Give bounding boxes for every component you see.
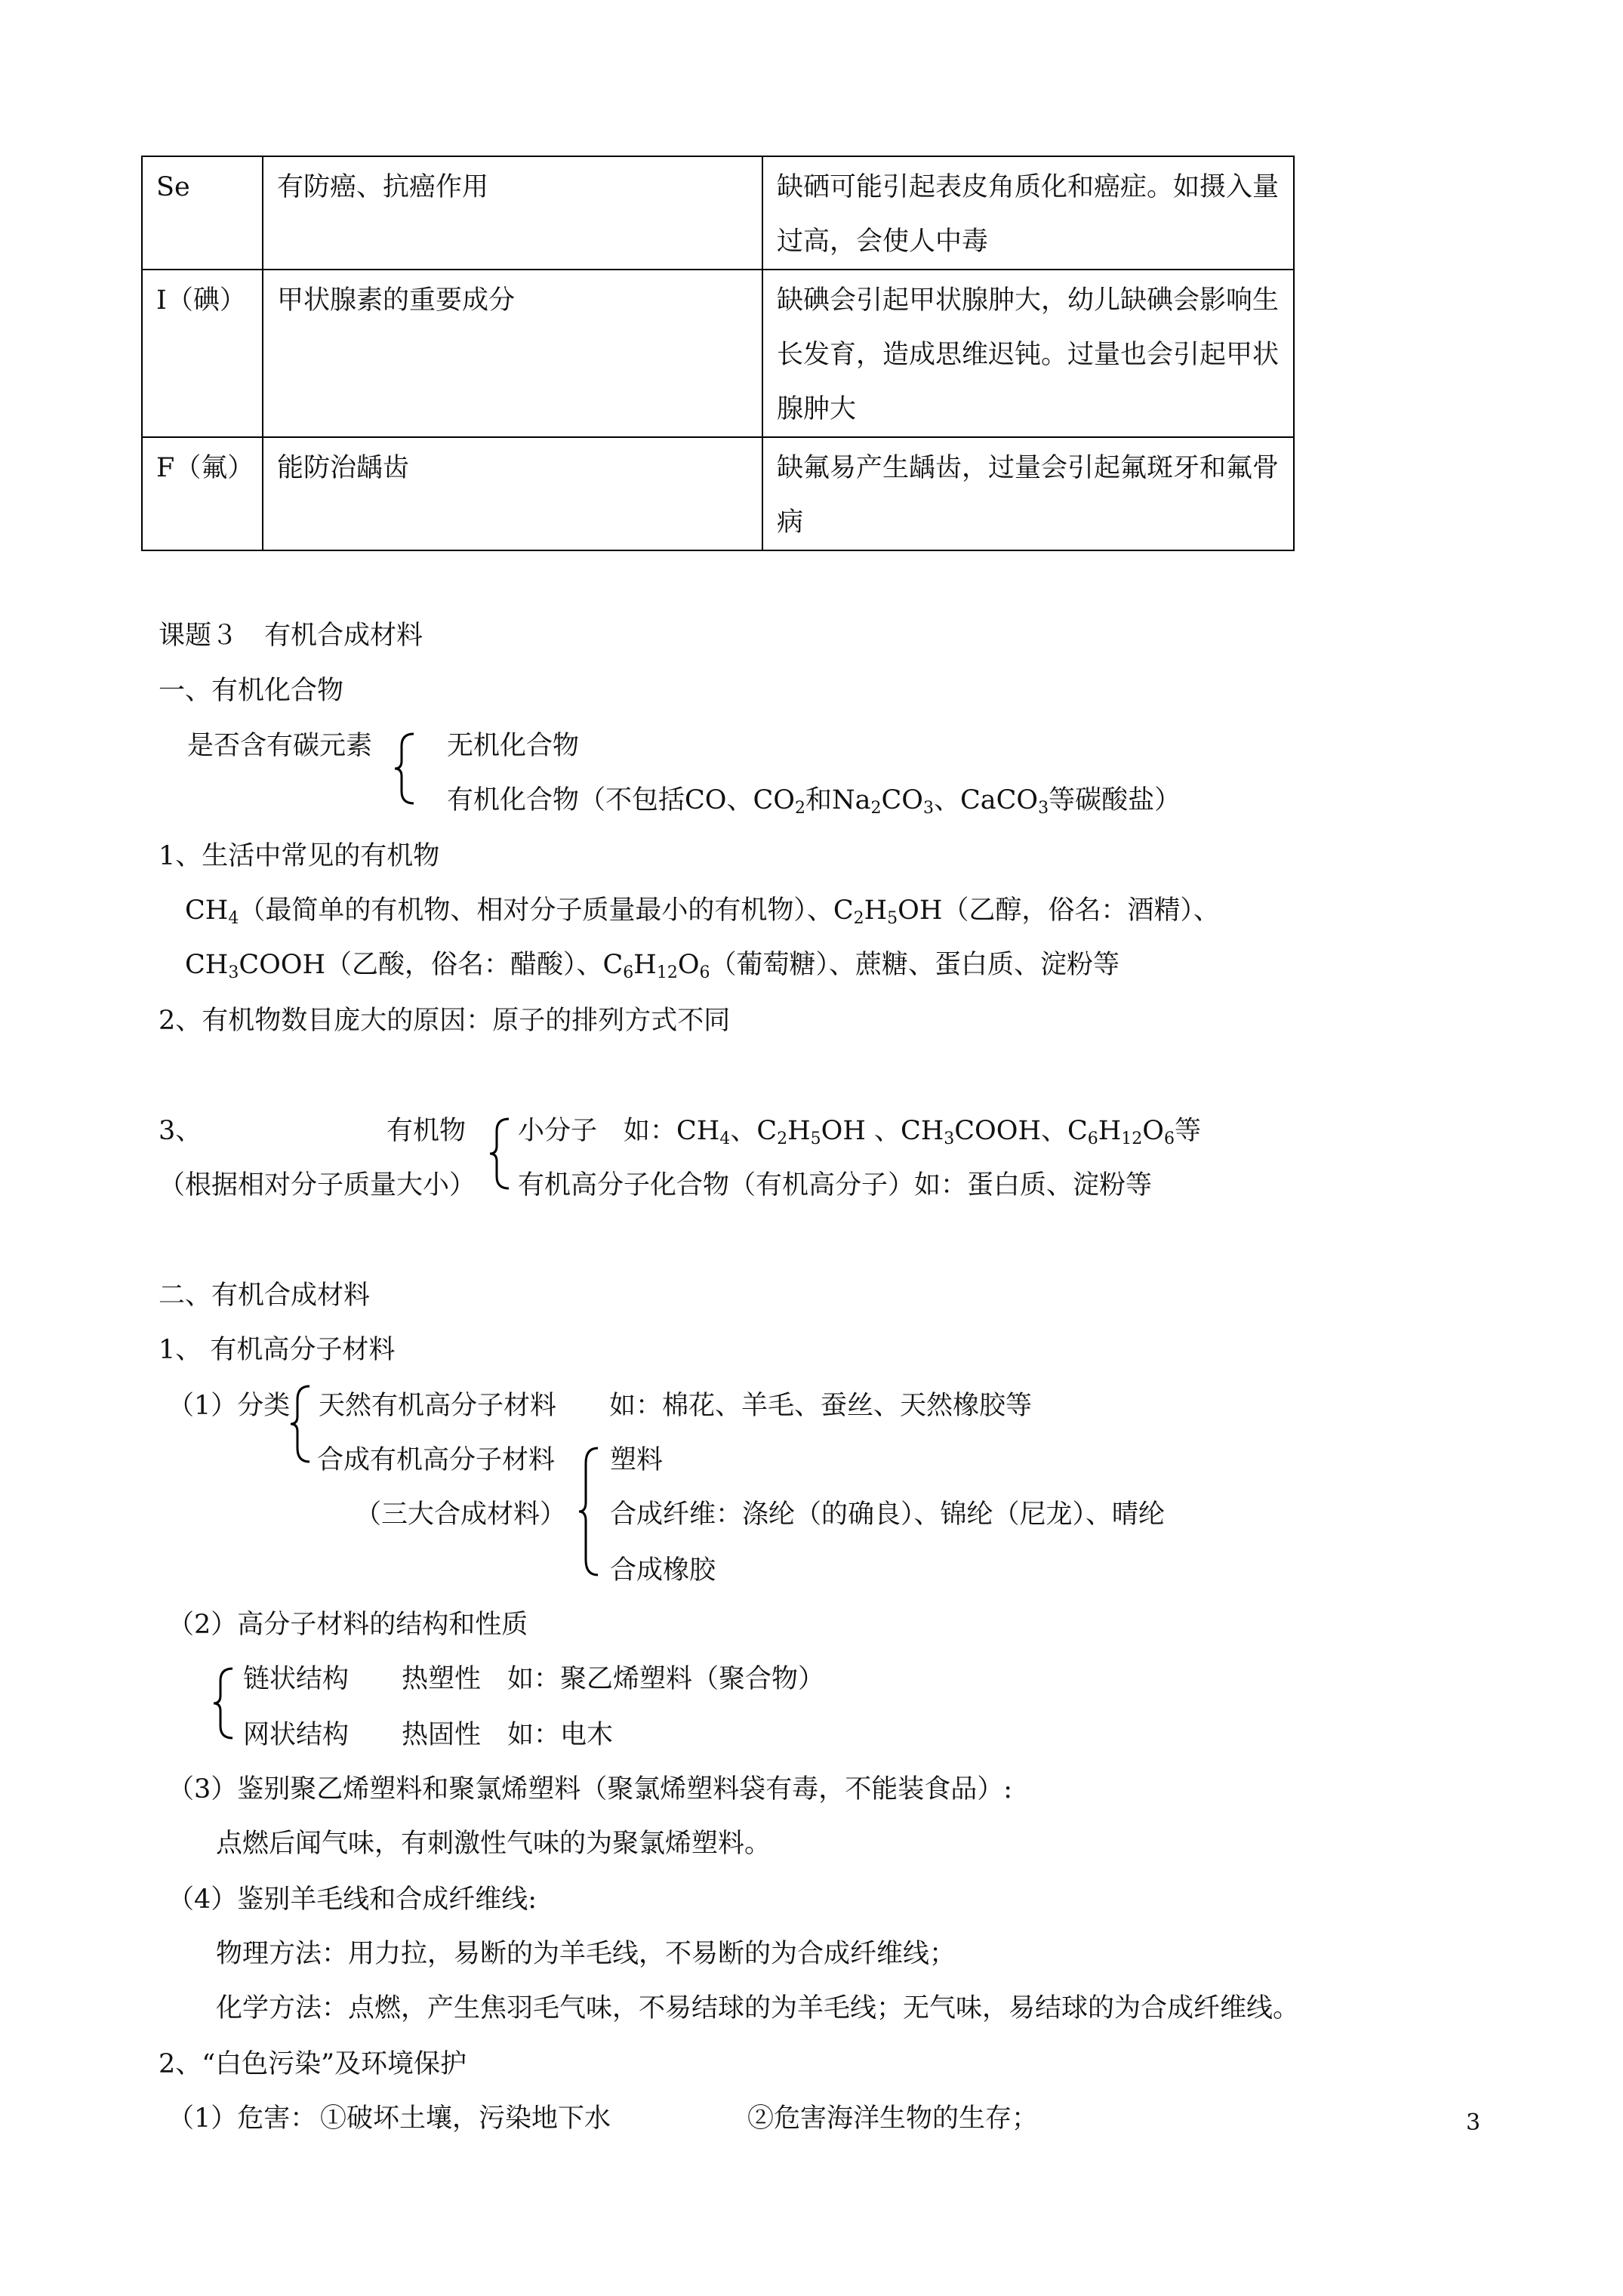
common-organics-line1: $CH_4$（最简单的有机物、相对分子质量最小的有机物）、$C_2H_5OH$（乙醇，俗名：酒精）、 xyxy=(185,895,1220,928)
organic-compound-definition: 有机化合物（不包括CO、$CO_2$和$Na_2CO_3$、CaCO$_3$等碳酸盐） xyxy=(447,785,1181,818)
trace-element-table xyxy=(141,156,1295,551)
section1-heading: 一、有机化合物 xyxy=(159,676,344,706)
inorganic-compound: 无机化合物 xyxy=(447,731,580,761)
lesson-title: 课题３ 有机合成材料 xyxy=(159,621,423,651)
polymer-materials-title: 1、 有机高分子材料 xyxy=(159,1335,396,1365)
page-number: 3 xyxy=(1466,2110,1481,2136)
curly-brace-icon xyxy=(488,1116,513,1191)
harm-label: （1）危害： xyxy=(168,2103,317,2134)
element-cell: I（碘） xyxy=(142,270,263,437)
three-synthetic-materials: （三大合成材料） xyxy=(355,1499,567,1530)
function-cell: 甲状腺素的重要成分 xyxy=(263,270,762,437)
element-cell: Se xyxy=(142,156,263,270)
physical-method: 物理方法：用力拉，易断的为羊毛线，不易断的为合成纤维线； xyxy=(216,1939,956,1969)
chain-structure: 链状结构 热塑性 如：聚乙烯塑料（聚合物） xyxy=(243,1664,825,1694)
classify-label: 是否含有碳元素 xyxy=(187,731,373,761)
macromolecule-examples: 有机高分子化合物（有机高分子）如：蛋白质、淀粉等 xyxy=(518,1170,1153,1200)
common-organics-line2: $CH_3COOH$（乙酸，俗名：醋酸）、$C_6H_{12}O_6$（葡萄糖）、蔗糖、蛋白质、淀粉等 xyxy=(185,950,1120,982)
synthetic-fiber: 合成纤维：涤纶（的确良）、锦纶（尼龙）、晴纶 xyxy=(610,1499,1166,1530)
curly-brace-icon xyxy=(211,1666,237,1741)
identify-plastic-method: 点燃后闻气味，有刺激性气味的为聚氯烯塑料。 xyxy=(216,1829,771,1859)
curly-brace-icon xyxy=(577,1445,602,1578)
structure-properties-title: （2）高分子材料的结构和性质 xyxy=(168,1610,528,1640)
natural-polymer: 天然有机高分子材料 如：棉花、羊毛、蚕丝、天然橡胶等 xyxy=(319,1391,1033,1421)
harm-item-1: ①破坏土壤，污染地下水 xyxy=(320,2103,611,2134)
identify-plastic-title: （3）鉴别聚乙烯塑料和聚氯烯塑料（聚氯烯塑料袋有毒，不能装食品）: xyxy=(168,1774,1013,1804)
organic-count-reason: 2、有机物数目庞大的原因：原子的排列方式不同 xyxy=(159,1006,731,1036)
effect-cell: 缺硒可能引起表皮角质化和癌症。如摄入量过高，会使人中毒 xyxy=(762,156,1294,270)
network-structure: 网状结构 热固性 如：电木 xyxy=(243,1720,614,1750)
curly-brace-icon xyxy=(393,731,418,806)
common-organics-title: 1、生活中常见的有机物 xyxy=(159,841,440,871)
table-row xyxy=(142,437,1294,550)
function-cell: 能防治龋齿 xyxy=(263,437,762,550)
table-row xyxy=(142,156,1294,270)
molecular-mass-criterion: （根据相对分子质量大小） xyxy=(159,1170,476,1200)
classification-label: （1）分类 xyxy=(168,1391,291,1421)
function-cell: 有防癌、抗癌作用 xyxy=(263,156,762,270)
plastic: 塑料 xyxy=(610,1445,664,1475)
synthetic-polymer: 合成有机高分子材料 xyxy=(317,1445,556,1475)
effect-cell: 缺氟易产生龋齿，过量会引起氟斑牙和氟骨病 xyxy=(762,437,1294,550)
white-pollution-title: 2、“白色污染”及环境保护 xyxy=(159,2049,467,2079)
effect-cell: 缺碘会引起甲状腺肿大，幼儿缺碘会影响生长发育，造成思维迟钝。过量也会引起甲状腺肿大 xyxy=(762,270,1294,437)
synthetic-rubber: 合成橡胶 xyxy=(610,1555,716,1586)
table-row xyxy=(142,270,1294,437)
item3-number: 3、 xyxy=(159,1116,202,1146)
identify-fiber-title: （4）鉴别羊毛线和合成纤维线: xyxy=(168,1885,537,1915)
harm-item-2: ②危害海洋生物的生存； xyxy=(747,2103,1039,2134)
section2-heading: 二、有机合成材料 xyxy=(159,1281,371,1311)
organic-label: 有机物 xyxy=(387,1116,467,1146)
element-cell: F（氟） xyxy=(142,437,263,550)
small-molecule-examples: 小分子 如：$CH_4$、$C_2H_5OH$ 、$CH_3COOH$、$C_6H_{12}O_6$等 xyxy=(518,1116,1202,1148)
chemical-method: 化学方法：点燃，产生焦羽毛气味，不易结球的为羊毛线；无气味，易结球的为合成纤维线。 xyxy=(216,1993,1300,2023)
curly-brace-icon xyxy=(288,1383,314,1465)
